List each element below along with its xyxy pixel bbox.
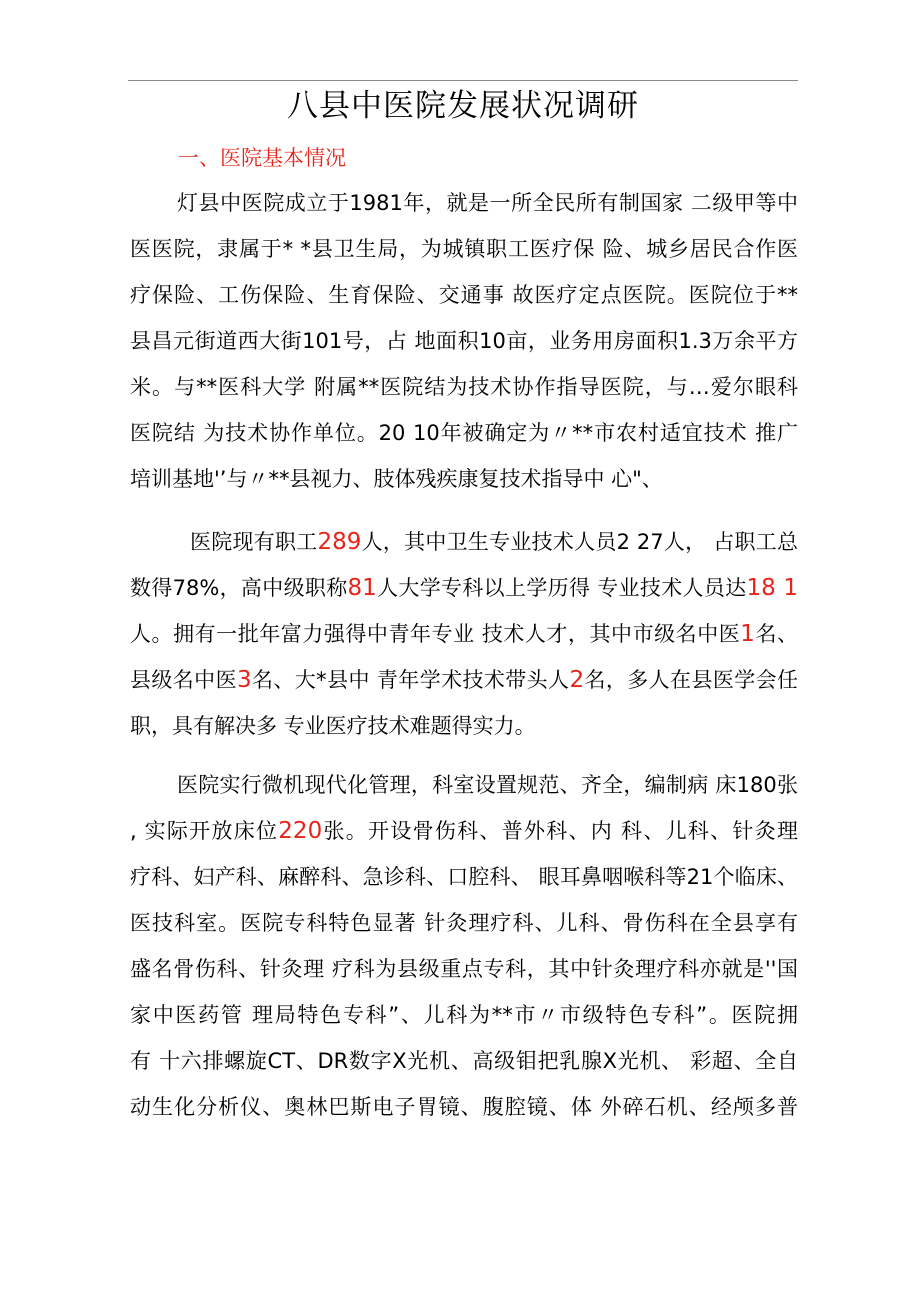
text-segment: , 实际开放床位 [130,819,279,843]
text-line: 动生化分析仪、奥林巴斯电子胃镜、腹腔镜、体 外碎石机、经颅多普 [130,1095,798,1119]
paragraph-management [130,762,798,1130]
text-line: 有 十六排螺旋CT、DR数字X光机、高级钼把乳腺X光机、 彩超、全自 [130,1049,798,1073]
text-line [130,657,798,703]
text-line: 培训基地'’与〃**县视力、肢体残疾康复技术指导中 心"、 [130,467,663,491]
highlight-number: 1 [740,621,755,647]
text-segment: 张。开设骨伤科、普外科、内 科、儿科、针灸理 [322,819,798,843]
text-line [130,519,798,565]
text-segment: 县级名中医 [130,668,237,692]
highlight-number: 18 1 [746,575,798,601]
text-line: 灯县中医院成立于1981年，就是一所全民所有制国家 二级甲等中 [177,191,798,215]
text-line: 米。与**医科大学 附属**医院结为技术协作指导医院，与…爱尔眼科 [130,375,798,399]
text-segment: 名，多人在县医学会任 [584,668,798,692]
document-title: 八县中医院发展状况调研 [287,88,639,124]
text-line: 疗科、妇产科、麻醉科、急诊科、口腔科、 眼耳鼻咽喉科等21个临床、 [130,865,798,889]
section-heading-basic-info: 一、医院基本情况 [178,146,346,170]
text-segment: 人，其中卫生专业技术人员2 27人， 占职工总 [361,530,798,554]
text-line: 家中医药管 理局特色专科”、儿科为**市〃市级特色专科”。医院拥 [130,1003,798,1027]
text-segment: 人。拥有一批年富力强得中青年专业 技术人才，其中市级名中医 [130,622,741,646]
text-line: 县昌元街道西大街101号，占 地面积10亩，业务用房面积1.3万余平方 [130,329,798,353]
paragraph-staff [130,519,798,749]
highlight-number: 3 [236,667,252,693]
text-line: 医技科室。医院专科特色显著 针灸理疗科、儿科、骨伤科在全县享有 [130,911,798,935]
text-segment: 数得78%，高中级职称 [130,576,348,600]
text-line: 职，具有解决多 专业医疗技术难题得实力。 [130,714,536,738]
text-line [130,808,798,854]
text-segment: 名、 [754,622,798,646]
text-line [130,611,798,657]
highlight-number: 289 [317,529,362,555]
text-line: 疗保险、工伤保险、生育保险、交通事 故医疗定点医院。医院位于** [130,283,798,307]
highlight-number: 2 [569,667,585,693]
text-segment: 医院现有职工 [190,530,318,554]
text-line: 医医院，隶属于* *县卫生局，为城镇职工医疗保 险、城乡居民合作医 [130,237,798,261]
highlight-number: 81 [347,575,377,601]
paragraph-founding [130,180,798,502]
text-line [130,565,798,611]
text-line: 医院实行微机现代化管理，科室设置规范、齐全，编制病 床180张 [177,773,798,797]
text-segment: 名、大*县中 青年学术技术带头人 [251,668,570,692]
highlight-number: 220 [278,818,323,844]
text-line: 盛名骨伤科、针灸理 疗科为县级重点专科，其中针灸理疗科亦就是''国 [130,957,798,981]
header-rule [128,80,798,81]
text-line: 医院结 为技术协作单位。20 10年被确定为〃**市农村适宜技术 推广 [130,421,798,445]
text-segment: 人大学专科以上学历得 专业技术人员达 [376,576,747,600]
